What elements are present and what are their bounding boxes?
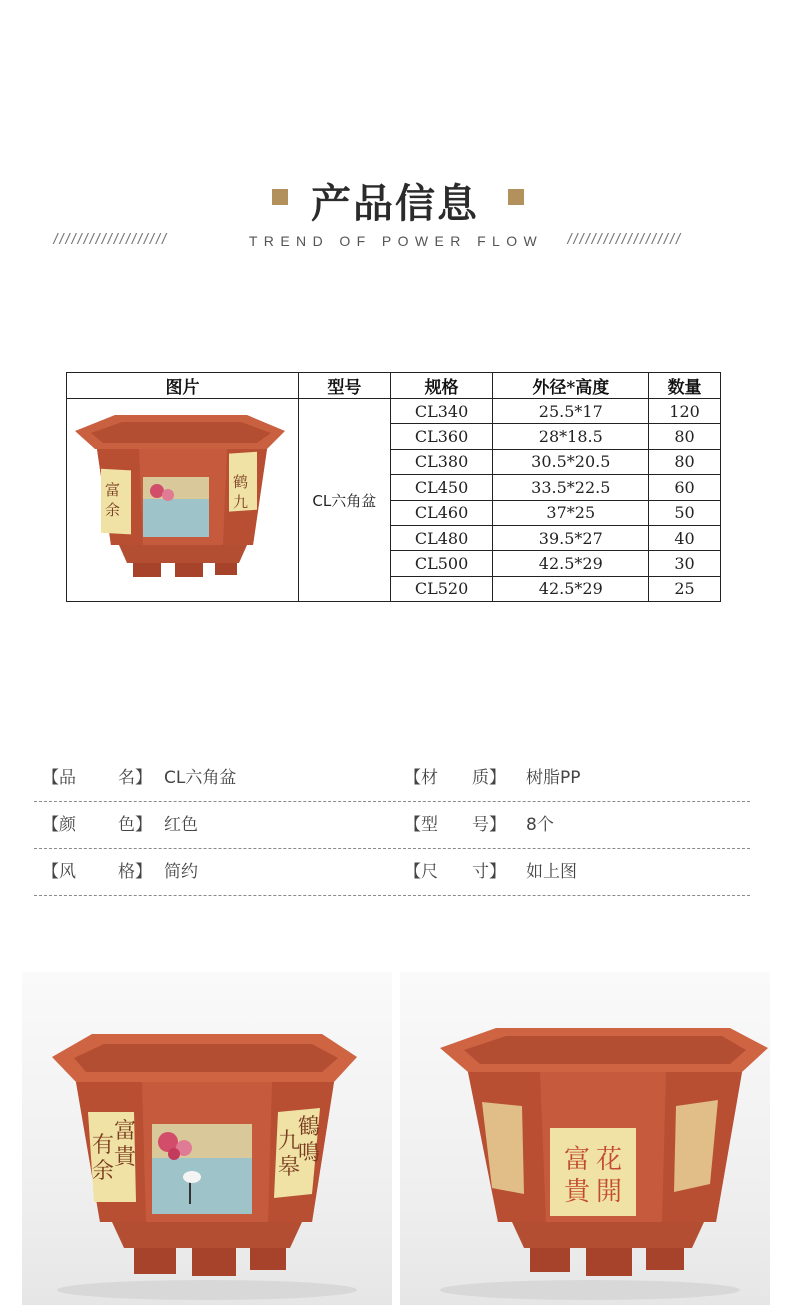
- pot-label-char: 有: [92, 1133, 115, 1158]
- product-photo-front: [22, 972, 392, 1305]
- spec-cell: CL360: [390, 424, 493, 449]
- spec-cell: CL460: [390, 500, 493, 525]
- pot-label-char: 鶴: [298, 1115, 321, 1140]
- table-row: [67, 399, 721, 424]
- attr-key-open: 【颜: [42, 815, 76, 835]
- attr-key-close: 名】: [118, 768, 152, 788]
- pot-label-char: 富: [114, 1119, 137, 1144]
- product-thumbnail-cell: [67, 399, 299, 602]
- header-model: 型号: [298, 373, 390, 399]
- attr-key-close: 质】: [472, 768, 506, 788]
- qty-cell: 120: [649, 399, 721, 424]
- table-header-row: [67, 373, 721, 399]
- attr-value: CL六角盆: [164, 768, 237, 788]
- section-subtitle: TREND OF POWER FLOW: [248, 233, 544, 249]
- size-cell: 33.5*22.5: [493, 475, 649, 500]
- pot-label-char: 花: [596, 1145, 623, 1175]
- size-cell: 42.5*29: [493, 576, 649, 601]
- pot-label-char: 富: [564, 1145, 591, 1175]
- header-qty: 数量: [649, 373, 721, 399]
- slash-decoration: ///////////////////: [566, 232, 681, 247]
- attr-value: 如上图: [526, 862, 577, 882]
- attr-key-open: 【型: [404, 815, 438, 835]
- svg-text:九: 九: [233, 493, 249, 511]
- qty-cell: 40: [649, 525, 721, 550]
- attr-key-close: 寸】: [472, 862, 506, 882]
- header-spec: 规格: [390, 373, 493, 399]
- product-thumbnail: [67, 399, 297, 597]
- attribute-row: [34, 802, 750, 849]
- svg-text:余: 余: [105, 501, 121, 519]
- pot-image: [22, 972, 392, 1305]
- spec-cell: CL380: [390, 449, 493, 474]
- section-subtitle-line: [0, 232, 790, 252]
- pot-label-char: 鳴: [298, 1141, 321, 1166]
- svg-text:鹤: 鹤: [233, 473, 249, 491]
- attr-key-close: 号】: [472, 815, 506, 835]
- qty-cell: 30: [649, 551, 721, 576]
- attr-value: 8个: [526, 815, 554, 835]
- section-title: 产品信息: [311, 181, 479, 227]
- attr-key-close: 格】: [118, 862, 152, 882]
- pot-label-char: 皋: [278, 1155, 301, 1180]
- pot-label-char: 九: [278, 1129, 301, 1154]
- qty-cell: 25: [649, 576, 721, 601]
- attribute-row: [34, 849, 750, 896]
- qty-cell: 80: [649, 424, 721, 449]
- attr-key-close: 色】: [118, 815, 152, 835]
- pot-label-char: 余: [92, 1159, 115, 1184]
- attribute-list: [34, 755, 750, 896]
- attr-value: 简约: [164, 862, 198, 882]
- spec-cell: CL450: [390, 475, 493, 500]
- attr-key-open: 【材: [404, 768, 438, 788]
- size-cell: 28*18.5: [493, 424, 649, 449]
- pot-label-char: 開: [596, 1177, 623, 1207]
- size-cell: 30.5*20.5: [493, 449, 649, 474]
- size-cell: 39.5*27: [493, 525, 649, 550]
- section-header: [0, 168, 790, 228]
- svg-text:富: 富: [105, 481, 121, 499]
- pot-label-char: 貴: [114, 1145, 137, 1170]
- qty-cell: 60: [649, 475, 721, 500]
- pot-label-char: 貴: [564, 1177, 591, 1207]
- product-photo-back: [400, 972, 770, 1305]
- attr-key-open: 【风: [42, 862, 76, 882]
- size-cell: 42.5*29: [493, 551, 649, 576]
- size-cell: 37*25: [493, 500, 649, 525]
- square-icon: [508, 189, 524, 205]
- spec-cell: CL520: [390, 576, 493, 601]
- spec-table: [66, 372, 721, 602]
- qty-cell: 80: [649, 449, 721, 474]
- qty-cell: 50: [649, 500, 721, 525]
- header-picture: 图片: [67, 373, 299, 399]
- attr-key-open: 【品: [42, 768, 76, 788]
- attr-value: 树脂PP: [526, 768, 581, 788]
- slash-decoration: ///////////////////: [52, 232, 167, 247]
- attribute-row: [34, 755, 750, 802]
- attr-value: 红色: [164, 815, 198, 835]
- spec-cell: CL500: [390, 551, 493, 576]
- pot-image: [400, 972, 770, 1305]
- model-cell: CL六角盆: [298, 399, 390, 602]
- header-size: 外径*高度: [493, 373, 649, 399]
- spec-cell: CL340: [390, 399, 493, 424]
- size-cell: 25.5*17: [493, 399, 649, 424]
- spec-cell: CL480: [390, 525, 493, 550]
- attr-key-open: 【尺: [404, 862, 438, 882]
